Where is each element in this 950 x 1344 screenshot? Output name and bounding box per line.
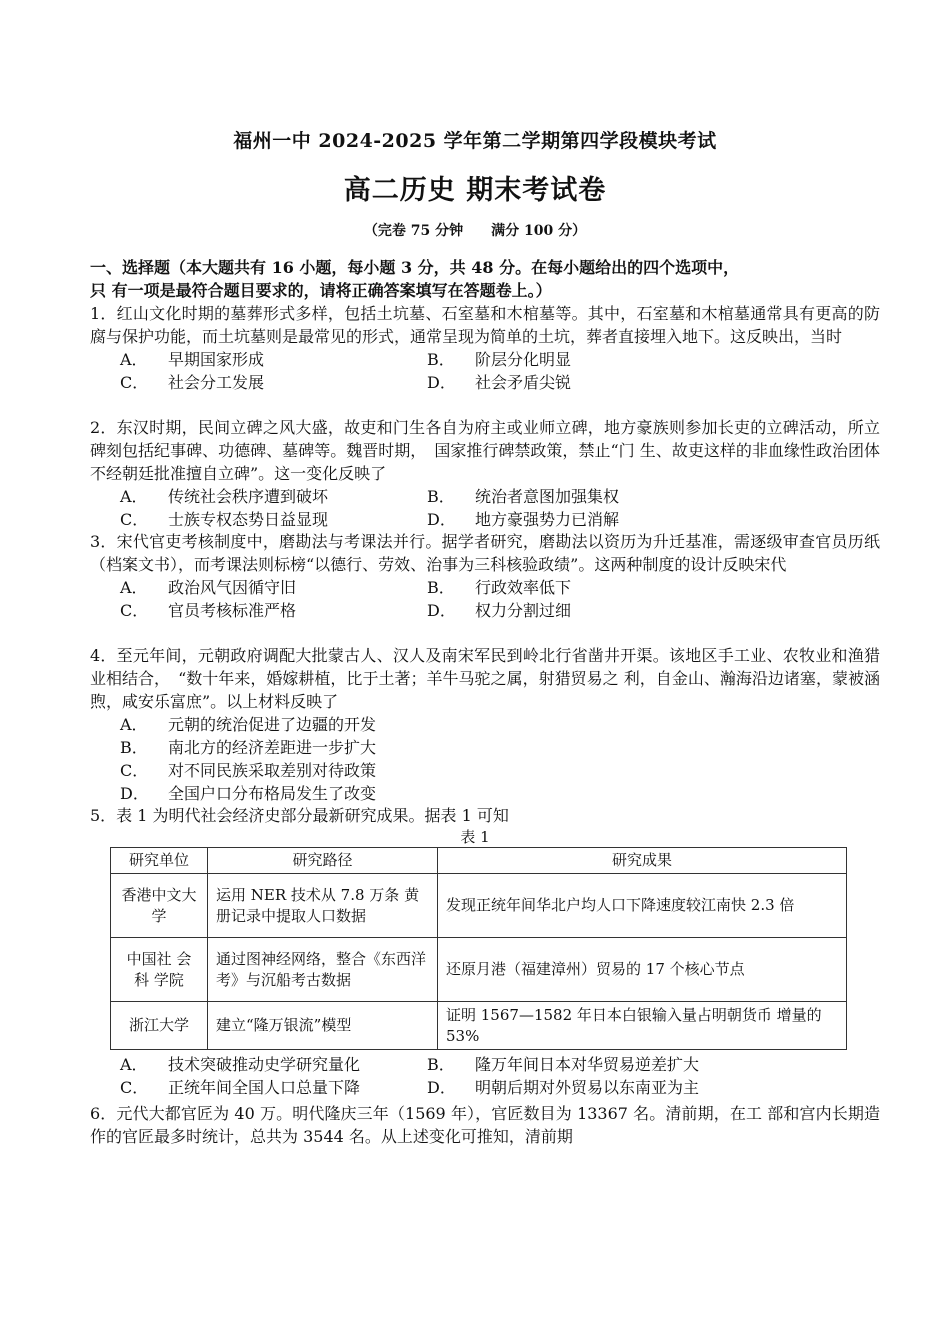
section-heading-line2: 只 有一项是最符合题目要求的，请将正确答案填写在答题卷上。） xyxy=(90,281,552,300)
options-row xyxy=(90,371,880,394)
question-stem: 5．表 1 为明代社会经济史部分最新研究成果。据表 1 可知 xyxy=(90,806,509,825)
table-cell: 还原月港（福建漳州）贸易的 17 个核心节点 xyxy=(438,938,847,1002)
option-d[interactable]: D． 社会矛盾尖锐 xyxy=(427,373,572,392)
question-stem: 3．宋代官吏考核制度中，磨勘法与考课法并行。据学者研究，磨勘法以资历为升迁基准，需逐级审查官员历纸（档案文书），而考课法则标榜“以德行、劳效、治事为三科核验政绩”。这两种制度的设计反映宋代 xyxy=(90,532,880,574)
option-d[interactable]: D． 明朝后期对外贸易以东南亚为主 xyxy=(427,1078,700,1097)
options-row xyxy=(90,713,880,736)
section-heading-line1: 一、选择题（本大题共有 16 小题，每小题 3 分，共 48 分。在每小题给出的四个选项中， xyxy=(90,258,740,277)
question-3 xyxy=(90,530,880,622)
question-6 xyxy=(90,1102,880,1148)
option-b[interactable]: B． 隆万年间日本对华贸易逆差扩大 xyxy=(427,1055,700,1074)
option-a[interactable]: A． 传统社会秩序遭到破坏 xyxy=(120,487,329,506)
school-title: 福州一中 2024-2025 学年第二学期第四学段模块考试 xyxy=(233,130,717,152)
option-b[interactable]: B． 统治者意图加强集权 xyxy=(427,487,620,506)
question-1 xyxy=(90,302,880,394)
exam-title: 高二历史 期末考试卷 xyxy=(343,175,607,206)
option-c[interactable]: C． 士族专权态势日益显现 xyxy=(120,510,329,529)
options-row xyxy=(90,1053,880,1076)
options-row xyxy=(90,485,880,508)
table-cell: 发现正统年间华北户均人口下降速度较江南快 2.3 倍 xyxy=(438,874,847,938)
option-a[interactable]: A． 元朝的统治促进了边疆的开发 xyxy=(120,715,377,734)
research-table xyxy=(110,847,847,1050)
table-header: 研究成果 xyxy=(438,848,847,874)
option-d[interactable]: D． 地方豪强势力已消解 xyxy=(427,510,620,529)
options-row xyxy=(90,508,880,531)
option-d[interactable]: D． 全国户口分布格局发生了改变 xyxy=(120,784,377,803)
options-row xyxy=(90,599,880,622)
question-stem: 6．元代大都官匠为 40 万。明代隆庆三年（1569 年），官匠数目为 13367 名。清前期，在工 部和宫内长期造作的官匠最多时统计，总共为 3544 名。从上述变化可推知，清前期 xyxy=(90,1104,880,1146)
question-4 xyxy=(90,644,880,805)
question-stem: 1．红山文化时期的墓葬形式多样，包括土坑墓、石室墓和木棺墓等。其中，石室墓和木棺墓通常具有更高的防腐与保护功能，而土坑墓则是最常见的形式，通常呈现为简单的土坑，葬者直接埋入地下。这反映出，当时 xyxy=(90,304,880,346)
table-header: 研究路径 xyxy=(208,848,438,874)
options-row xyxy=(90,736,880,759)
option-a[interactable]: A． 政治风气因循守旧 xyxy=(120,578,297,597)
option-b[interactable]: B． 阶层分化明显 xyxy=(427,350,572,369)
option-d[interactable]: D． 权力分割过细 xyxy=(427,601,572,620)
question-2 xyxy=(90,416,880,531)
table-cell: 运用 NER 技术从 7.8 万条 黄册记录中提取人口数据 xyxy=(208,874,438,938)
option-c[interactable]: C． 正统年间全国人口总量下降 xyxy=(120,1078,361,1097)
table-row xyxy=(111,874,847,938)
option-a[interactable]: A． 早期国家形成 xyxy=(120,350,265,369)
option-c[interactable]: C． 对不同民族采取差别对待政策 xyxy=(120,761,377,780)
table-row xyxy=(111,1002,847,1050)
exam-info: （完卷 75 分钟 满分 100 分） xyxy=(363,223,587,239)
table-cell: 通过图神经网络，整合《东西洋考》与沉船考古数据 xyxy=(208,938,438,1002)
option-b[interactable]: B． 行政效率低下 xyxy=(427,578,572,597)
options-row xyxy=(90,576,880,599)
option-c[interactable]: C． 官员考核标准严格 xyxy=(120,601,297,620)
table-cell: 建立“隆万银流”模型 xyxy=(208,1002,438,1050)
table-cell: 证明 1567—1582 年日本白银输入量占明朝货币 增量的 53% xyxy=(438,1002,847,1050)
table-caption: 表 1 xyxy=(460,828,490,846)
table-cell: 香港中文大学 xyxy=(111,874,208,938)
table-header: 研究单位 xyxy=(111,848,208,874)
table-cell: 浙江大学 xyxy=(111,1002,208,1050)
table-row xyxy=(111,938,847,1002)
options-row xyxy=(90,348,880,371)
section-heading xyxy=(90,256,880,302)
question-5 xyxy=(90,804,880,827)
question-5-options xyxy=(90,1053,880,1099)
option-b[interactable]: B． 南北方的经济差距进一步扩大 xyxy=(120,738,377,757)
question-stem: 2．东汉时期，民间立碑之风大盛，故吏和门生各自为府主或业师立碑，地方豪族则参加长吏的立碑活动，所立碑刻包括纪事碑、功德碑、墓碑等。魏晋时期， 国家推行碑禁政策，禁止“门 生、故吏这样的非血缘性政治团体不经朝廷批准擅自立碑”。这一变化反映了 xyxy=(90,418,880,483)
options-row xyxy=(90,1076,880,1099)
question-stem: 4．至元年间，元朝政府调配大批蒙古人、汉人及南宋军民到岭北行省凿井开渠。该地区手工业、农牧业和渔猎业相结合， “数十年来，婚嫁耕植，比于土著；羊牛马驼之属，射猎贸易之 利，自金山、瀚海沿边诸塞，蒙被涵煦，咸安乐富庶”。以上材料反映了 xyxy=(90,646,880,711)
option-c[interactable]: C． 社会分工发展 xyxy=(120,373,265,392)
options-row xyxy=(90,759,880,782)
option-a[interactable]: A． 技术突破推动史学研究量化 xyxy=(120,1055,361,1074)
table-cell: 中国社 会 科 学院 xyxy=(111,938,208,1002)
options-row xyxy=(90,782,880,805)
table-header-row xyxy=(111,848,847,874)
